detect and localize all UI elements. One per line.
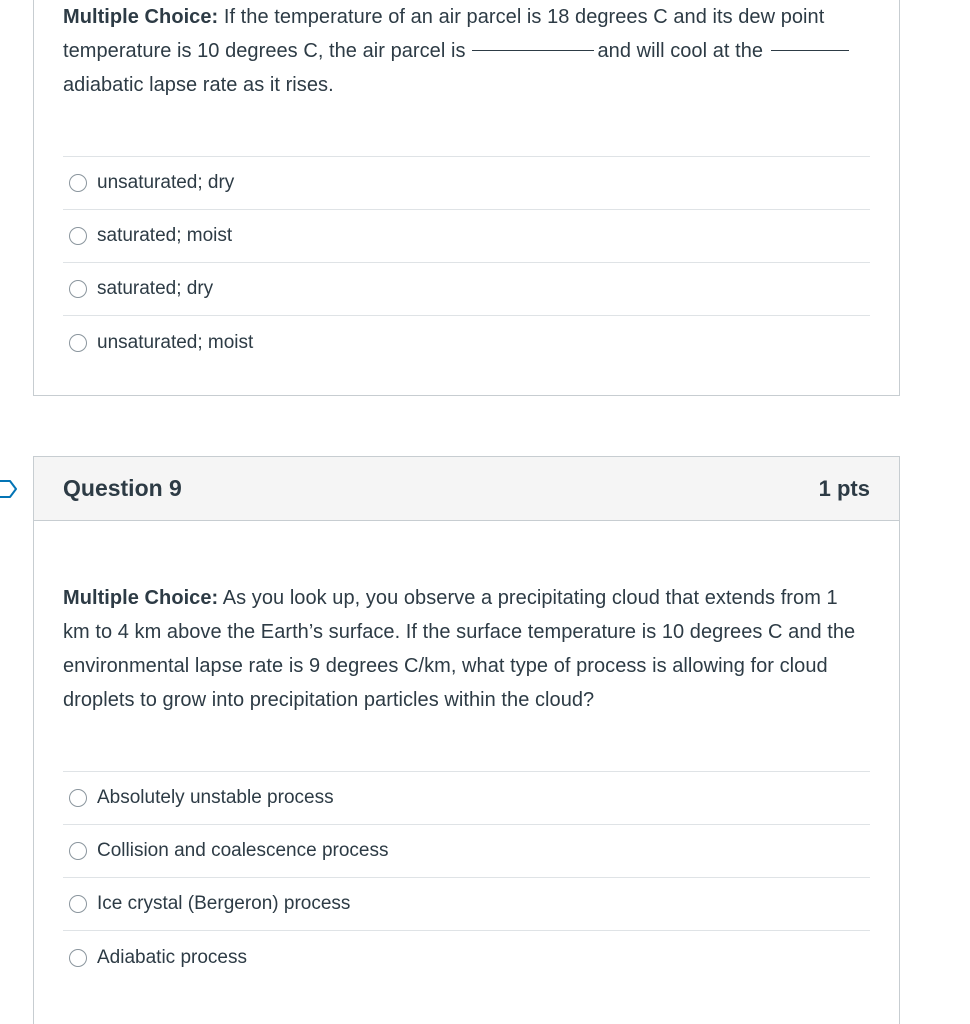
radio-button-icon[interactable] — [69, 842, 87, 860]
answer-label: saturated; dry — [97, 278, 214, 299]
question-card-8 — [33, 0, 900, 396]
answer-label: unsaturated; moist — [97, 331, 254, 353]
question-text-part3: adiabatic lapse rate as it rises. — [63, 74, 334, 96]
question-prefix: Multiple Choice: — [63, 587, 219, 609]
answer-option[interactable] — [63, 210, 870, 263]
question-body — [34, 0, 899, 369]
question-title: Question 9 — [63, 475, 182, 501]
bookmark-flag-icon[interactable] — [0, 477, 20, 501]
answer-option[interactable] — [63, 931, 870, 984]
question-prefix: Multiple Choice: — [63, 6, 219, 28]
radio-button-icon[interactable] — [69, 334, 87, 352]
answer-option[interactable] — [63, 316, 870, 369]
radio-button-icon[interactable] — [69, 280, 87, 298]
answer-list — [63, 771, 870, 984]
radio-button-icon[interactable] — [69, 227, 87, 245]
answer-option[interactable] — [63, 157, 870, 210]
radio-button-icon[interactable] — [69, 949, 87, 967]
answer-label: saturated; moist — [97, 225, 233, 246]
answer-label: unsaturated; dry — [97, 172, 235, 193]
question-text-part2: and will cool at the — [597, 40, 764, 62]
question-text — [63, 0, 870, 102]
answer-label: Adiabatic process — [97, 946, 247, 968]
radio-button-icon[interactable] — [69, 174, 87, 192]
answer-list — [63, 156, 870, 369]
answer-option[interactable] — [63, 878, 870, 931]
question-text-part1: If the temperature of an air parcel is 18 degrees C and its dew point temperature is 10 degrees C, the air parcel is — [63, 6, 825, 62]
question-body — [34, 521, 899, 984]
question-text — [63, 581, 870, 717]
answer-option[interactable] — [63, 263, 870, 316]
question-card-9 — [33, 456, 900, 1024]
question-points: 1 pts — [818, 475, 870, 501]
answer-label: Ice crystal (Bergeron) process — [97, 893, 351, 914]
answer-label: Absolutely unstable process — [97, 787, 334, 808]
answer-option[interactable] — [63, 772, 870, 825]
fill-blank-1 — [472, 49, 594, 51]
answer-label: Collision and coalescence process — [97, 840, 389, 861]
answer-option[interactable] — [63, 825, 870, 878]
radio-button-icon[interactable] — [69, 789, 87, 807]
radio-button-icon[interactable] — [69, 895, 87, 913]
question-header — [34, 457, 899, 521]
question-text-body: As you look up, you observe a precipitating cloud that extends from 1 km to 4 km above the Earth’s surface. If the surface temperature is 10 degrees C and the environmental lapse rate is 9 degrees C/km, what type of process is allowing for cloud droplets to grow into precipitation particles within the cloud? — [63, 587, 856, 711]
fill-blank-2 — [771, 49, 849, 51]
